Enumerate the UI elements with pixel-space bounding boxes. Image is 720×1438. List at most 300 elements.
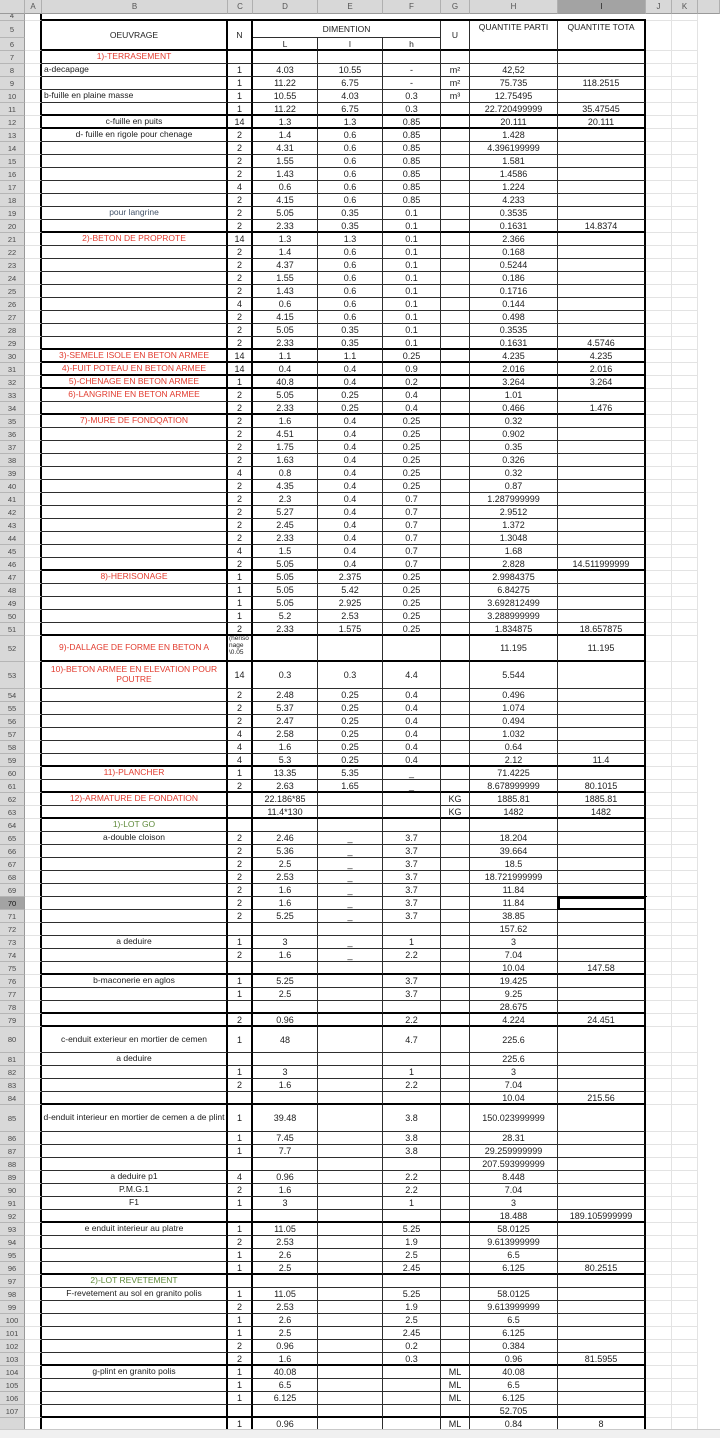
- cell-H23[interactable]: 0.1: [383, 259, 441, 272]
- cell-H91[interactable]: 1: [383, 1197, 441, 1210]
- cell-A46[interactable]: [25, 558, 42, 571]
- cell-B12[interactable]: c-fuille en puits: [42, 116, 228, 129]
- cell-K73[interactable]: [672, 936, 698, 949]
- cell-J50[interactable]: [646, 610, 672, 623]
- cell-L85[interactable]: 39.48: [253, 1105, 318, 1132]
- cell-QP38[interactable]: 0.326: [470, 454, 558, 467]
- cell-A35[interactable]: [25, 415, 42, 428]
- cell-L72[interactable]: [318, 923, 383, 936]
- cell-QP99[interactable]: 9.613999999: [470, 1301, 558, 1314]
- cell-L86[interactable]: 7.45: [253, 1132, 318, 1145]
- cell-REST102[interactable]: [698, 1340, 720, 1353]
- cell-QT63[interactable]: 1482: [558, 806, 646, 819]
- cell-K105[interactable]: [672, 1379, 698, 1392]
- cell-K96[interactable]: [672, 1262, 698, 1275]
- cell-REST79[interactable]: [698, 1014, 720, 1027]
- cell-QT33[interactable]: [558, 389, 646, 402]
- row-header-23[interactable]: 23: [0, 259, 25, 272]
- cell-N18[interactable]: 2: [228, 194, 253, 207]
- cell-J97[interactable]: [646, 1275, 672, 1288]
- row-header-102[interactable]: 102: [0, 1340, 25, 1353]
- cell-H62[interactable]: [383, 793, 441, 806]
- row-header-43[interactable]: 43: [0, 519, 25, 532]
- cell-REST88[interactable]: [698, 1158, 720, 1171]
- cell-L99[interactable]: [318, 1301, 383, 1314]
- cell-QP58[interactable]: 0.64: [470, 741, 558, 754]
- row-header-47[interactable]: 47: [0, 571, 25, 584]
- cell-J99[interactable]: [646, 1301, 672, 1314]
- row-header-38[interactable]: 38: [0, 454, 25, 467]
- cell-L12[interactable]: 1.3: [318, 116, 383, 129]
- cell-A31[interactable]: [25, 363, 42, 376]
- cell-K25[interactable]: [672, 285, 698, 298]
- cell-REST99[interactable]: [698, 1301, 720, 1314]
- cell-QT100[interactable]: [558, 1314, 646, 1327]
- cell-U98[interactable]: [441, 1288, 470, 1301]
- cell-L10[interactable]: 4.03: [318, 90, 383, 103]
- column-header-G[interactable]: G: [441, 0, 470, 14]
- cell-QP89[interactable]: 8.448: [470, 1171, 558, 1184]
- cell-REST71[interactable]: [698, 910, 720, 923]
- cell-J15[interactable]: [646, 155, 672, 168]
- cell-L81[interactable]: [318, 1053, 383, 1066]
- cell-K69[interactable]: [672, 884, 698, 897]
- cell-J108[interactable]: [646, 1418, 672, 1429]
- cell-QP49[interactable]: 3.692812499: [470, 597, 558, 610]
- cell-B7[interactable]: 1)-TERRASEMENT: [42, 51, 228, 64]
- cell-QT27[interactable]: [558, 311, 646, 324]
- row-header-71[interactable]: 71: [0, 910, 25, 923]
- cell-B56[interactable]: [42, 715, 228, 728]
- cell-B43[interactable]: [42, 519, 228, 532]
- cell-QP82[interactable]: 3: [470, 1066, 558, 1079]
- cell-N98[interactable]: 1: [228, 1288, 253, 1301]
- column-header-F[interactable]: F: [383, 0, 441, 14]
- cell-REST21[interactable]: [698, 233, 720, 246]
- cell-B69[interactable]: [42, 884, 228, 897]
- cell-U80[interactable]: [441, 1027, 470, 1053]
- cell-H76[interactable]: 3.7: [383, 975, 441, 988]
- cell-QP43[interactable]: 1.372: [470, 519, 558, 532]
- cell-H92[interactable]: [383, 1210, 441, 1223]
- row-header-19[interactable]: 19: [0, 207, 25, 220]
- cell-A86[interactable]: [25, 1132, 42, 1145]
- cell-QP29[interactable]: 0.1631: [470, 337, 558, 350]
- cell-K70[interactable]: [672, 897, 698, 910]
- cell-REST27[interactable]: [698, 311, 720, 324]
- cell-U56[interactable]: [441, 715, 470, 728]
- cell-B34[interactable]: [42, 402, 228, 415]
- cell-J79[interactable]: [646, 1014, 672, 1027]
- cell-U11[interactable]: [441, 103, 470, 116]
- cell-K99[interactable]: [672, 1301, 698, 1314]
- cell-QT19[interactable]: [558, 207, 646, 220]
- cell-L43[interactable]: 2.45: [253, 519, 318, 532]
- cell-U9[interactable]: m²: [441, 77, 470, 90]
- cell-REST8[interactable]: [698, 64, 720, 77]
- cell-L16[interactable]: 1.43: [253, 168, 318, 181]
- cell-A54[interactable]: [25, 689, 42, 702]
- cell-L15[interactable]: 0.6: [318, 155, 383, 168]
- cell-QP28[interactable]: 0.3535: [470, 324, 558, 337]
- cell-QT35[interactable]: [558, 415, 646, 428]
- cell-QT88[interactable]: [558, 1158, 646, 1171]
- cell-H46[interactable]: 0.7: [383, 558, 441, 571]
- cell-L7[interactable]: [253, 51, 318, 64]
- cell-QT42[interactable]: [558, 506, 646, 519]
- row-header-36[interactable]: 36: [0, 428, 25, 441]
- row-header-28[interactable]: 28: [0, 324, 25, 337]
- cell-J22[interactable]: [646, 246, 672, 259]
- cell-K41[interactable]: [672, 493, 698, 506]
- cell-L107[interactable]: [318, 1405, 383, 1418]
- cell-K78[interactable]: [672, 1001, 698, 1014]
- cell-A95[interactable]: [25, 1249, 42, 1262]
- cell-QP68[interactable]: 18.721999999: [470, 871, 558, 884]
- cell-QT34[interactable]: 1.476: [558, 402, 646, 415]
- cell-L78[interactable]: [253, 1001, 318, 1014]
- cell-A38[interactable]: [25, 454, 42, 467]
- cell-REST17[interactable]: [698, 181, 720, 194]
- cell-N36[interactable]: 2: [228, 428, 253, 441]
- cell-J61[interactable]: [646, 780, 672, 793]
- cell-N37[interactable]: 2: [228, 441, 253, 454]
- cell-QP53[interactable]: 5.544: [470, 662, 558, 689]
- cell-L39[interactable]: 0.8: [253, 467, 318, 480]
- cell-K26[interactable]: [672, 298, 698, 311]
- cell-QP51[interactable]: 1.834875: [470, 623, 558, 636]
- cell-L73[interactable]: 3: [253, 936, 318, 949]
- cell-H90[interactable]: 2.2: [383, 1184, 441, 1197]
- cell-QP105[interactable]: 6.5: [470, 1379, 558, 1392]
- cell-A69[interactable]: [25, 884, 42, 897]
- cell-U63[interactable]: KG: [441, 806, 470, 819]
- cell-L103[interactable]: [318, 1353, 383, 1366]
- cell-L23[interactable]: 4.37: [253, 259, 318, 272]
- cell-L84[interactable]: [318, 1092, 383, 1105]
- cell-A77[interactable]: [25, 988, 42, 1001]
- cell-N68[interactable]: 2: [228, 871, 253, 884]
- cell-N69[interactable]: 2: [228, 884, 253, 897]
- cell-K53[interactable]: [672, 662, 698, 689]
- row-header-20[interactable]: 20: [0, 220, 25, 233]
- cell-J24[interactable]: [646, 272, 672, 285]
- cell-L102[interactable]: 0.96: [253, 1340, 318, 1353]
- cell-N92[interactable]: [228, 1210, 253, 1223]
- cell-N26[interactable]: 4: [228, 298, 253, 311]
- cell-J63[interactable]: [646, 806, 672, 819]
- cell-H7[interactable]: [383, 51, 441, 64]
- cell-QT60[interactable]: [558, 767, 646, 780]
- row-header-105[interactable]: 105: [0, 1379, 25, 1392]
- cell-L49[interactable]: 5.05: [253, 597, 318, 610]
- cell-REST61[interactable]: [698, 780, 720, 793]
- cell-A58[interactable]: [25, 741, 42, 754]
- cell-B82[interactable]: [42, 1066, 228, 1079]
- cell-H56[interactable]: 0.4: [383, 715, 441, 728]
- cell-QP27[interactable]: 0.498: [470, 311, 558, 324]
- cell-H57[interactable]: 0.4: [383, 728, 441, 741]
- cell-L82[interactable]: [318, 1066, 383, 1079]
- cell-U71[interactable]: [441, 910, 470, 923]
- cell-U108[interactable]: ML: [441, 1418, 470, 1429]
- cell-U18[interactable]: [441, 194, 470, 207]
- row-header-92[interactable]: 92: [0, 1210, 25, 1223]
- cell-L104[interactable]: [318, 1366, 383, 1379]
- cell-K100[interactable]: [672, 1314, 698, 1327]
- cell-J100[interactable]: [646, 1314, 672, 1327]
- cell-K31[interactable]: [672, 363, 698, 376]
- cell-B25[interactable]: [42, 285, 228, 298]
- cell-L45[interactable]: 1.5: [253, 545, 318, 558]
- cell-L45[interactable]: 0.4: [318, 545, 383, 558]
- cell-L89[interactable]: 0.96: [253, 1171, 318, 1184]
- cell-QP75[interactable]: 10.04: [470, 962, 558, 975]
- cell-QP84[interactable]: 10.04: [470, 1092, 558, 1105]
- cell-N16[interactable]: 2: [228, 168, 253, 181]
- cell-N39[interactable]: 4: [228, 467, 253, 480]
- cell-N33[interactable]: 2: [228, 389, 253, 402]
- cell-QT20[interactable]: 14.8374: [558, 220, 646, 233]
- row-header-46[interactable]: 46: [0, 558, 25, 571]
- cell-J20[interactable]: [646, 220, 672, 233]
- cell-K76[interactable]: [672, 975, 698, 988]
- cell-K15[interactable]: [672, 155, 698, 168]
- cell-L89[interactable]: [318, 1171, 383, 1184]
- cell-H78[interactable]: [383, 1001, 441, 1014]
- cell-QT48[interactable]: [558, 584, 646, 597]
- cell-U106[interactable]: ML: [441, 1392, 470, 1405]
- row-header-64[interactable]: 64: [0, 819, 25, 832]
- cell-REST56[interactable]: [698, 715, 720, 728]
- cell-U81[interactable]: [441, 1053, 470, 1066]
- row-header-30[interactable]: 30: [0, 350, 25, 363]
- cell-A60[interactable]: [25, 767, 42, 780]
- cell-QP35[interactable]: 0.32: [470, 415, 558, 428]
- cell-L88[interactable]: [318, 1158, 383, 1171]
- cell-QP69[interactable]: 11.84: [470, 884, 558, 897]
- row-header-41[interactable]: 41: [0, 493, 25, 506]
- cell-H21[interactable]: 0.1: [383, 233, 441, 246]
- cell-L24[interactable]: 1.55: [253, 272, 318, 285]
- cell-L84[interactable]: [253, 1092, 318, 1105]
- cell-L13[interactable]: 1.4: [253, 129, 318, 142]
- cell-J33[interactable]: [646, 389, 672, 402]
- column-header-J[interactable]: J: [646, 0, 672, 14]
- cell-K108[interactable]: [672, 1418, 698, 1429]
- cell-L83[interactable]: 1.6: [253, 1079, 318, 1092]
- cell-H64[interactable]: [383, 819, 441, 832]
- cell-B107[interactable]: [42, 1405, 228, 1418]
- cell-K87[interactable]: [672, 1145, 698, 1158]
- cell-H105[interactable]: [383, 1379, 441, 1392]
- cell-REST19[interactable]: [698, 207, 720, 220]
- cell-QP81[interactable]: 225.6: [470, 1053, 558, 1066]
- cell-K93[interactable]: [672, 1223, 698, 1236]
- cell-U73[interactable]: [441, 936, 470, 949]
- row-header-62[interactable]: 62: [0, 793, 25, 806]
- cell-QT67[interactable]: [558, 858, 646, 871]
- cell-REST94[interactable]: [698, 1236, 720, 1249]
- cell-N17[interactable]: 4: [228, 181, 253, 194]
- cell-REST33[interactable]: [698, 389, 720, 402]
- cell-B68[interactable]: [42, 871, 228, 884]
- cell-B90[interactable]: P.M.G.1: [42, 1184, 228, 1197]
- cell-REST15[interactable]: [698, 155, 720, 168]
- cell-A99[interactable]: [25, 1301, 42, 1314]
- cell-N89[interactable]: 4: [228, 1171, 253, 1184]
- cell-J70[interactable]: [646, 897, 672, 910]
- cell-N13[interactable]: 2: [228, 129, 253, 142]
- cell-U17[interactable]: [441, 181, 470, 194]
- cell-N25[interactable]: 2: [228, 285, 253, 298]
- cell-N104[interactable]: 1: [228, 1366, 253, 1379]
- cell-J52[interactable]: [646, 636, 672, 662]
- cell-B36[interactable]: [42, 428, 228, 441]
- cell-L90[interactable]: 1.6: [253, 1184, 318, 1197]
- cell-QP92[interactable]: 18.488: [470, 1210, 558, 1223]
- cell-QT55[interactable]: [558, 702, 646, 715]
- cell-L19[interactable]: 0.35: [318, 207, 383, 220]
- cell-H43[interactable]: 0.7: [383, 519, 441, 532]
- cell-J30[interactable]: [646, 350, 672, 363]
- cell-REST7[interactable]: [698, 51, 720, 64]
- cell-H9[interactable]: -: [383, 77, 441, 90]
- cell-L95[interactable]: 2.6: [253, 1249, 318, 1262]
- cell-L28[interactable]: 5.05: [253, 324, 318, 337]
- cell-B104[interactable]: g-plint en granito polis: [42, 1366, 228, 1379]
- cell-A84[interactable]: [25, 1092, 42, 1105]
- cell-QT25[interactable]: [558, 285, 646, 298]
- cell-B92[interactable]: [42, 1210, 228, 1223]
- cell-QT85[interactable]: [558, 1105, 646, 1132]
- cell-L8[interactable]: 10.55: [318, 64, 383, 77]
- cell-H16[interactable]: 0.85: [383, 168, 441, 181]
- cell-L63[interactable]: 11.4*130: [253, 806, 318, 819]
- cell-B60[interactable]: 11)-PLANCHER: [42, 767, 228, 780]
- cell-QT76[interactable]: [558, 975, 646, 988]
- cell-K80[interactable]: [672, 1027, 698, 1053]
- cell-A39[interactable]: [25, 467, 42, 480]
- row-header-25[interactable]: 25: [0, 285, 25, 298]
- cell-N87[interactable]: 1: [228, 1145, 253, 1158]
- cell-H24[interactable]: 0.1: [383, 272, 441, 285]
- cell-U49[interactable]: [441, 597, 470, 610]
- cell-L32[interactable]: 0.4: [318, 376, 383, 389]
- cell-H67[interactable]: 3.7: [383, 858, 441, 871]
- cell-REST76[interactable]: [698, 975, 720, 988]
- cell-U14[interactable]: [441, 142, 470, 155]
- row-header-partial[interactable]: [0, 1418, 25, 1429]
- cell-L62[interactable]: [318, 793, 383, 806]
- cell-H19[interactable]: 0.1: [383, 207, 441, 220]
- cell-A81[interactable]: [25, 1053, 42, 1066]
- cell-U70[interactable]: [441, 897, 470, 910]
- cell-B106[interactable]: [42, 1392, 228, 1405]
- cell-A12[interactable]: [25, 116, 42, 129]
- cell-U86[interactable]: [441, 1132, 470, 1145]
- cell-H51[interactable]: 0.25: [383, 623, 441, 636]
- cell-REST36[interactable]: [698, 428, 720, 441]
- cell-L56[interactable]: 0.25: [318, 715, 383, 728]
- cell-J54[interactable]: [646, 689, 672, 702]
- row-header-67[interactable]: 67: [0, 858, 25, 871]
- cell-A7[interactable]: [25, 51, 42, 64]
- cell-L102[interactable]: [318, 1340, 383, 1353]
- cell-B27[interactable]: [42, 311, 228, 324]
- cell-L52[interactable]: [318, 636, 383, 662]
- row-header-14[interactable]: 14: [0, 142, 25, 155]
- cell-L38[interactable]: 0.4: [318, 454, 383, 467]
- cell-K16[interactable]: [672, 168, 698, 181]
- cell-REST87[interactable]: [698, 1145, 720, 1158]
- cell-U57[interactable]: [441, 728, 470, 741]
- cell-L107[interactable]: [253, 1405, 318, 1418]
- cell-QT47[interactable]: [558, 571, 646, 584]
- cell-QT105[interactable]: [558, 1379, 646, 1392]
- cell-N75[interactable]: [228, 962, 253, 975]
- cell-QT22[interactable]: [558, 246, 646, 259]
- header-h[interactable]: h: [383, 38, 441, 51]
- cell-K60[interactable]: [672, 767, 698, 780]
- row-header-33[interactable]: 33: [0, 389, 25, 402]
- cell-J68[interactable]: [646, 871, 672, 884]
- cell-K28[interactable]: [672, 324, 698, 337]
- cell-J37[interactable]: [646, 441, 672, 454]
- cell-H44[interactable]: 0.7: [383, 532, 441, 545]
- cell-J38[interactable]: [646, 454, 672, 467]
- row-header-101[interactable]: 101: [0, 1327, 25, 1340]
- cell-QP33[interactable]: 1.01: [470, 389, 558, 402]
- cell-QP91[interactable]: 3: [470, 1197, 558, 1210]
- cell-REST18[interactable]: [698, 194, 720, 207]
- cell-H55[interactable]: 0.4: [383, 702, 441, 715]
- cell-B61[interactable]: [42, 780, 228, 793]
- cell-L14[interactable]: 4.31: [253, 142, 318, 155]
- cell-N12[interactable]: 14: [228, 116, 253, 129]
- cell-L65[interactable]: _: [318, 832, 383, 845]
- cell-L31[interactable]: 0.4: [253, 363, 318, 376]
- cell-REST85[interactable]: [698, 1105, 720, 1132]
- cell-QP10[interactable]: 12.75495: [470, 90, 558, 103]
- cell-N107[interactable]: [228, 1405, 253, 1418]
- cell-K62[interactable]: [672, 793, 698, 806]
- cell-A96[interactable]: [25, 1262, 42, 1275]
- cell-N61[interactable]: 2: [228, 780, 253, 793]
- cell-N83[interactable]: 2: [228, 1079, 253, 1092]
- cell-J16[interactable]: [646, 168, 672, 181]
- cell-L93[interactable]: 11.05: [253, 1223, 318, 1236]
- cell-QT80[interactable]: [558, 1027, 646, 1053]
- cell-B70[interactable]: [42, 897, 228, 910]
- cell-H107[interactable]: [383, 1405, 441, 1418]
- cell-K82[interactable]: [672, 1066, 698, 1079]
- cell-U93[interactable]: [441, 1223, 470, 1236]
- cell-QP24[interactable]: 0.186: [470, 272, 558, 285]
- cell-J62[interactable]: [646, 793, 672, 806]
- cell-L17[interactable]: 0.6: [253, 181, 318, 194]
- cell-J98[interactable]: [646, 1288, 672, 1301]
- cell-REST107[interactable]: [698, 1405, 720, 1418]
- row-header-66[interactable]: 66: [0, 845, 25, 858]
- cell-J31[interactable]: [646, 363, 672, 376]
- cell-N30[interactable]: 14: [228, 350, 253, 363]
- cell-N76[interactable]: 1: [228, 975, 253, 988]
- cell-J43[interactable]: [646, 519, 672, 532]
- cell-L34[interactable]: 0.25: [318, 402, 383, 415]
- cell-A5[interactable]: [25, 21, 42, 51]
- cell-U13[interactable]: [441, 129, 470, 142]
